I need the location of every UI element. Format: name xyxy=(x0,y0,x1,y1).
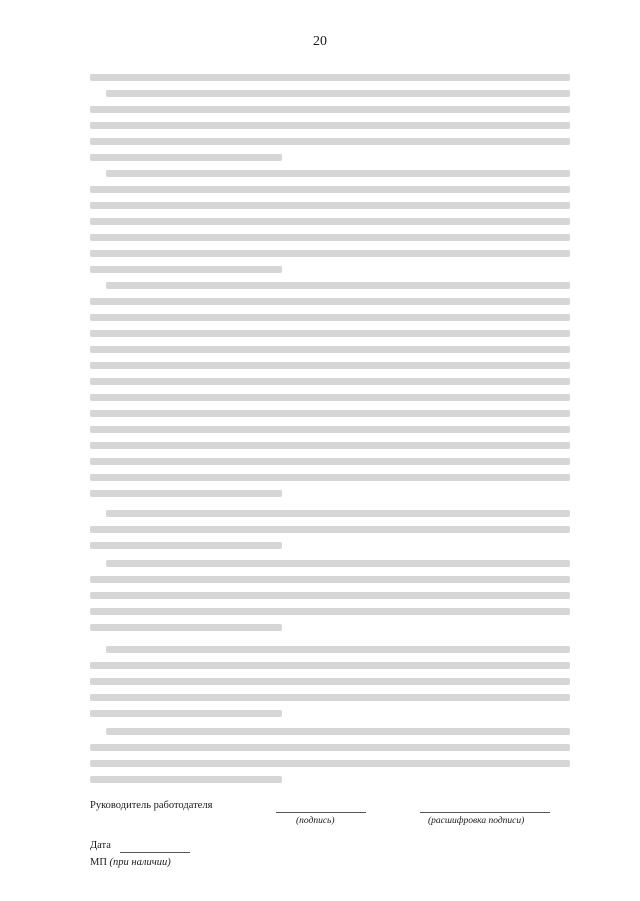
date-line xyxy=(120,852,190,853)
body-paragraph-3 xyxy=(90,282,570,506)
page-number: 20 xyxy=(313,34,327,49)
body-paragraph-7 xyxy=(90,728,570,792)
seal-label xyxy=(90,857,171,868)
seal-label-text: МП xyxy=(90,857,107,868)
body-paragraph-4 xyxy=(90,510,570,558)
date-label: Дата xyxy=(90,840,111,851)
seal-note: (при наличии) xyxy=(109,857,171,868)
body-paragraph-6 xyxy=(90,646,570,726)
decoding-line xyxy=(420,812,550,813)
decoding-caption: (расшифровка подписи) xyxy=(428,816,525,826)
body-paragraph-2 xyxy=(90,170,570,282)
signature-line xyxy=(276,812,366,813)
body-paragraph-1 xyxy=(90,74,570,170)
body-paragraph-5 xyxy=(90,560,570,640)
signature-caption: (подпись) xyxy=(296,816,335,826)
signature-head-label: Руководитель работодателя xyxy=(90,800,213,811)
